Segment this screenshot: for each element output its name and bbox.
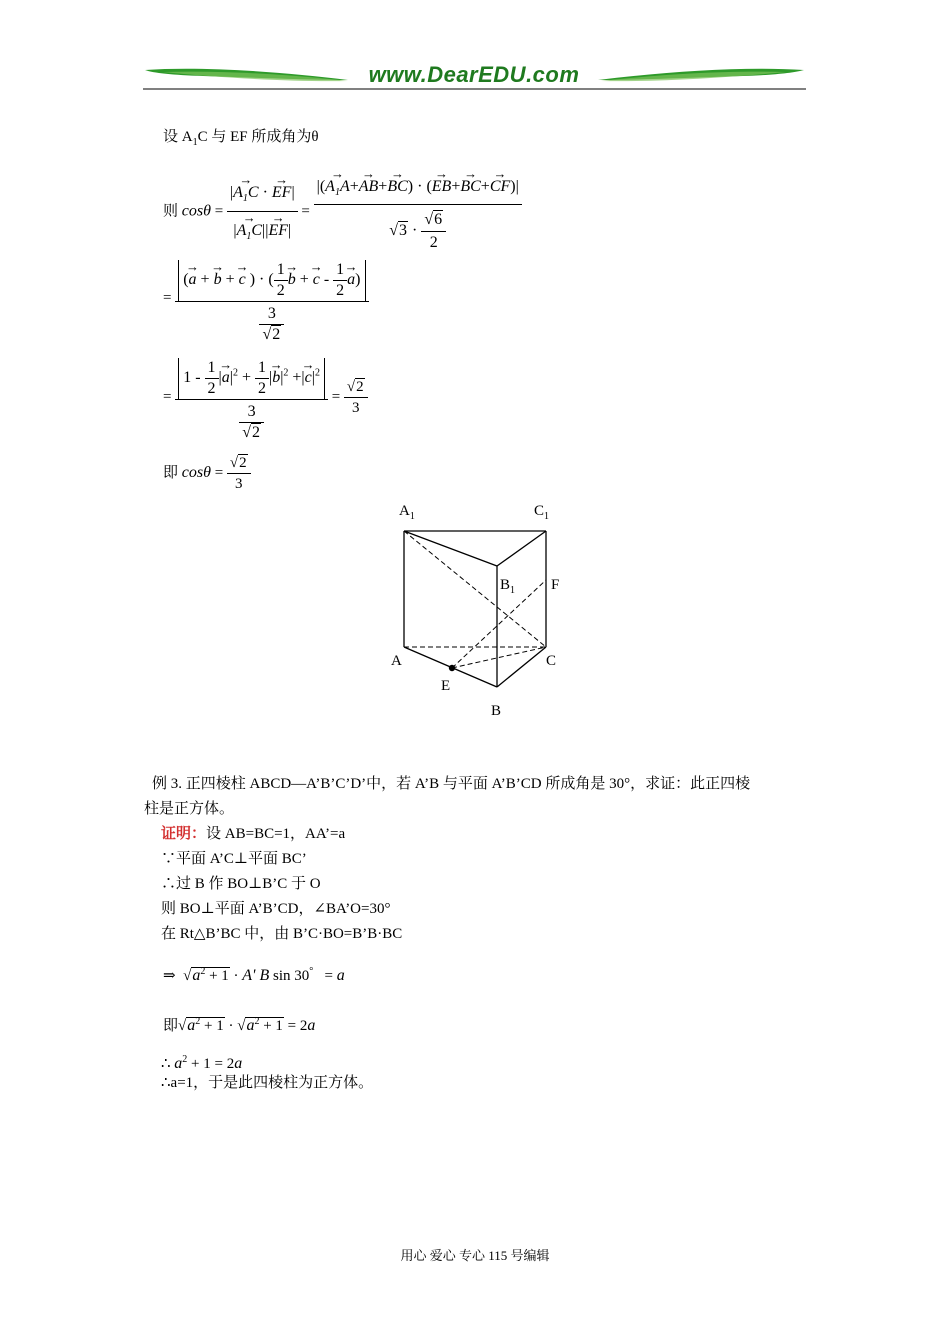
fraction-2: |(→ $A_1A+\to AB+\to BC$) · (→ EB+→ BC+→ CF)| √3 · $\frac{√6}{2}$	[314, 170, 522, 254]
result-fraction: $\frac{√2}{3}$	[344, 377, 368, 418]
site-logo: www.DearEDU.com	[368, 62, 580, 87]
label-E: E	[441, 678, 451, 694]
label-B: B	[491, 703, 502, 719]
cos-equation-1: 则 cosθ = $\frac{|\to A_1C \cdot \to EF|}{|\to A_1C||\to EF|}$ = |(→ $A_1A+\to AB+\to BC$) · (→ EB+→ BC+→ CF)| √3 · $\frac{√6}{2}$	[163, 170, 522, 254]
cos-equation-3: = 1 - $\frac{1}{2}$ |→ $a|^2$ + $\frac{1}{2}$ |→ $b|^2$ +|→ $c|^2$ $\frac{3}{√2}$ = $\frac{√2}{3}$	[163, 352, 368, 443]
edge-B1-C1	[497, 531, 546, 566]
label-C: C	[546, 653, 557, 669]
edge-B-C	[497, 647, 546, 687]
edge-A1-B1	[404, 531, 497, 566]
label-B1: $B_1$	[500, 577, 516, 596]
page-footer: 用心 爱心 专心 115 号编辑	[400, 1248, 550, 1263]
cos-theta: cosθ	[181, 202, 211, 220]
prism-figure	[380, 500, 600, 730]
segment-A1-C	[404, 531, 546, 647]
label-F: F	[551, 577, 560, 593]
proof-line-5: 在 Rt△B’BC 中，由 B’C·BO=B’B·BC	[161, 926, 403, 942]
example3-title-2: 柱是正方体。	[144, 801, 235, 817]
intro-line: 设 $A_1C$ 与 EF 所成角为θ	[163, 129, 319, 148]
cos-equation-2: = (→ a + → b + → c ) · ( $\frac{1}{2}$ → b + → c - $\frac{1}{2}$ → a) $\frac{3}{√2}$	[163, 252, 369, 345]
proof-conclusion: ∴a=1，于是此四棱柱为正方体。	[161, 1075, 374, 1091]
proof-formula-1: ⇒ $√a^2 + 1 \cdot A'$ B sin 30° = a	[163, 966, 345, 984]
fraction-3: (→ a + → b + → c ) · ( $\frac{1}{2}$ → b + → c - $\frac{1}{2}$ → a) $\frac{3}{√2}$	[175, 252, 368, 345]
fraction-1: $\frac{|\to A_1C \cdot \to EF|}{|\to A_1C||\to EF|}$	[227, 176, 298, 247]
point-E	[449, 665, 455, 671]
label-C1: $C_1$	[534, 503, 550, 522]
segment-E-F	[452, 580, 546, 668]
proof-formula-3: ∴ $a^2 + 1 = 2a$	[161, 1054, 243, 1072]
fraction-4: 1 - $\frac{1}{2}$ |→ $a|^2$ + $\frac{1}{2}$ |→ $b|^2$ +|→ $c|^2$ $\frac{3}{√2}$	[175, 352, 328, 443]
proof-formula-2: 即$√a^2 + 1 \cdot √a^2 + 1 = 2a$	[163, 1016, 316, 1034]
label-A: A	[391, 653, 402, 669]
proof-line-1: 证明：设 AB=BC=1，AA’=a	[161, 826, 346, 842]
proof-line-3: ∴过 B 作 BO⊥B’C 于 O	[161, 876, 321, 892]
proof-line-2: ∵平面 A’C⊥平面 BC’	[161, 851, 307, 867]
cos-result: 即 cosθ = $\frac{√2}{3}$	[163, 453, 251, 494]
example3-title-1: 例 3. 正四棱柱 ABCD—A’B’C’D’中，若 A’B 与平面 A’B’CD 所成角是 30°，求证：此正四棱	[152, 776, 751, 792]
proof-label: 证明：	[161, 826, 207, 842]
page-header	[143, 58, 806, 92]
label-A1: $A_1$	[399, 503, 415, 522]
segment-E-C	[452, 647, 546, 668]
proof-line-4: 则 BO⊥平面 A’B’CD，∠BA’O=30°	[161, 901, 391, 917]
